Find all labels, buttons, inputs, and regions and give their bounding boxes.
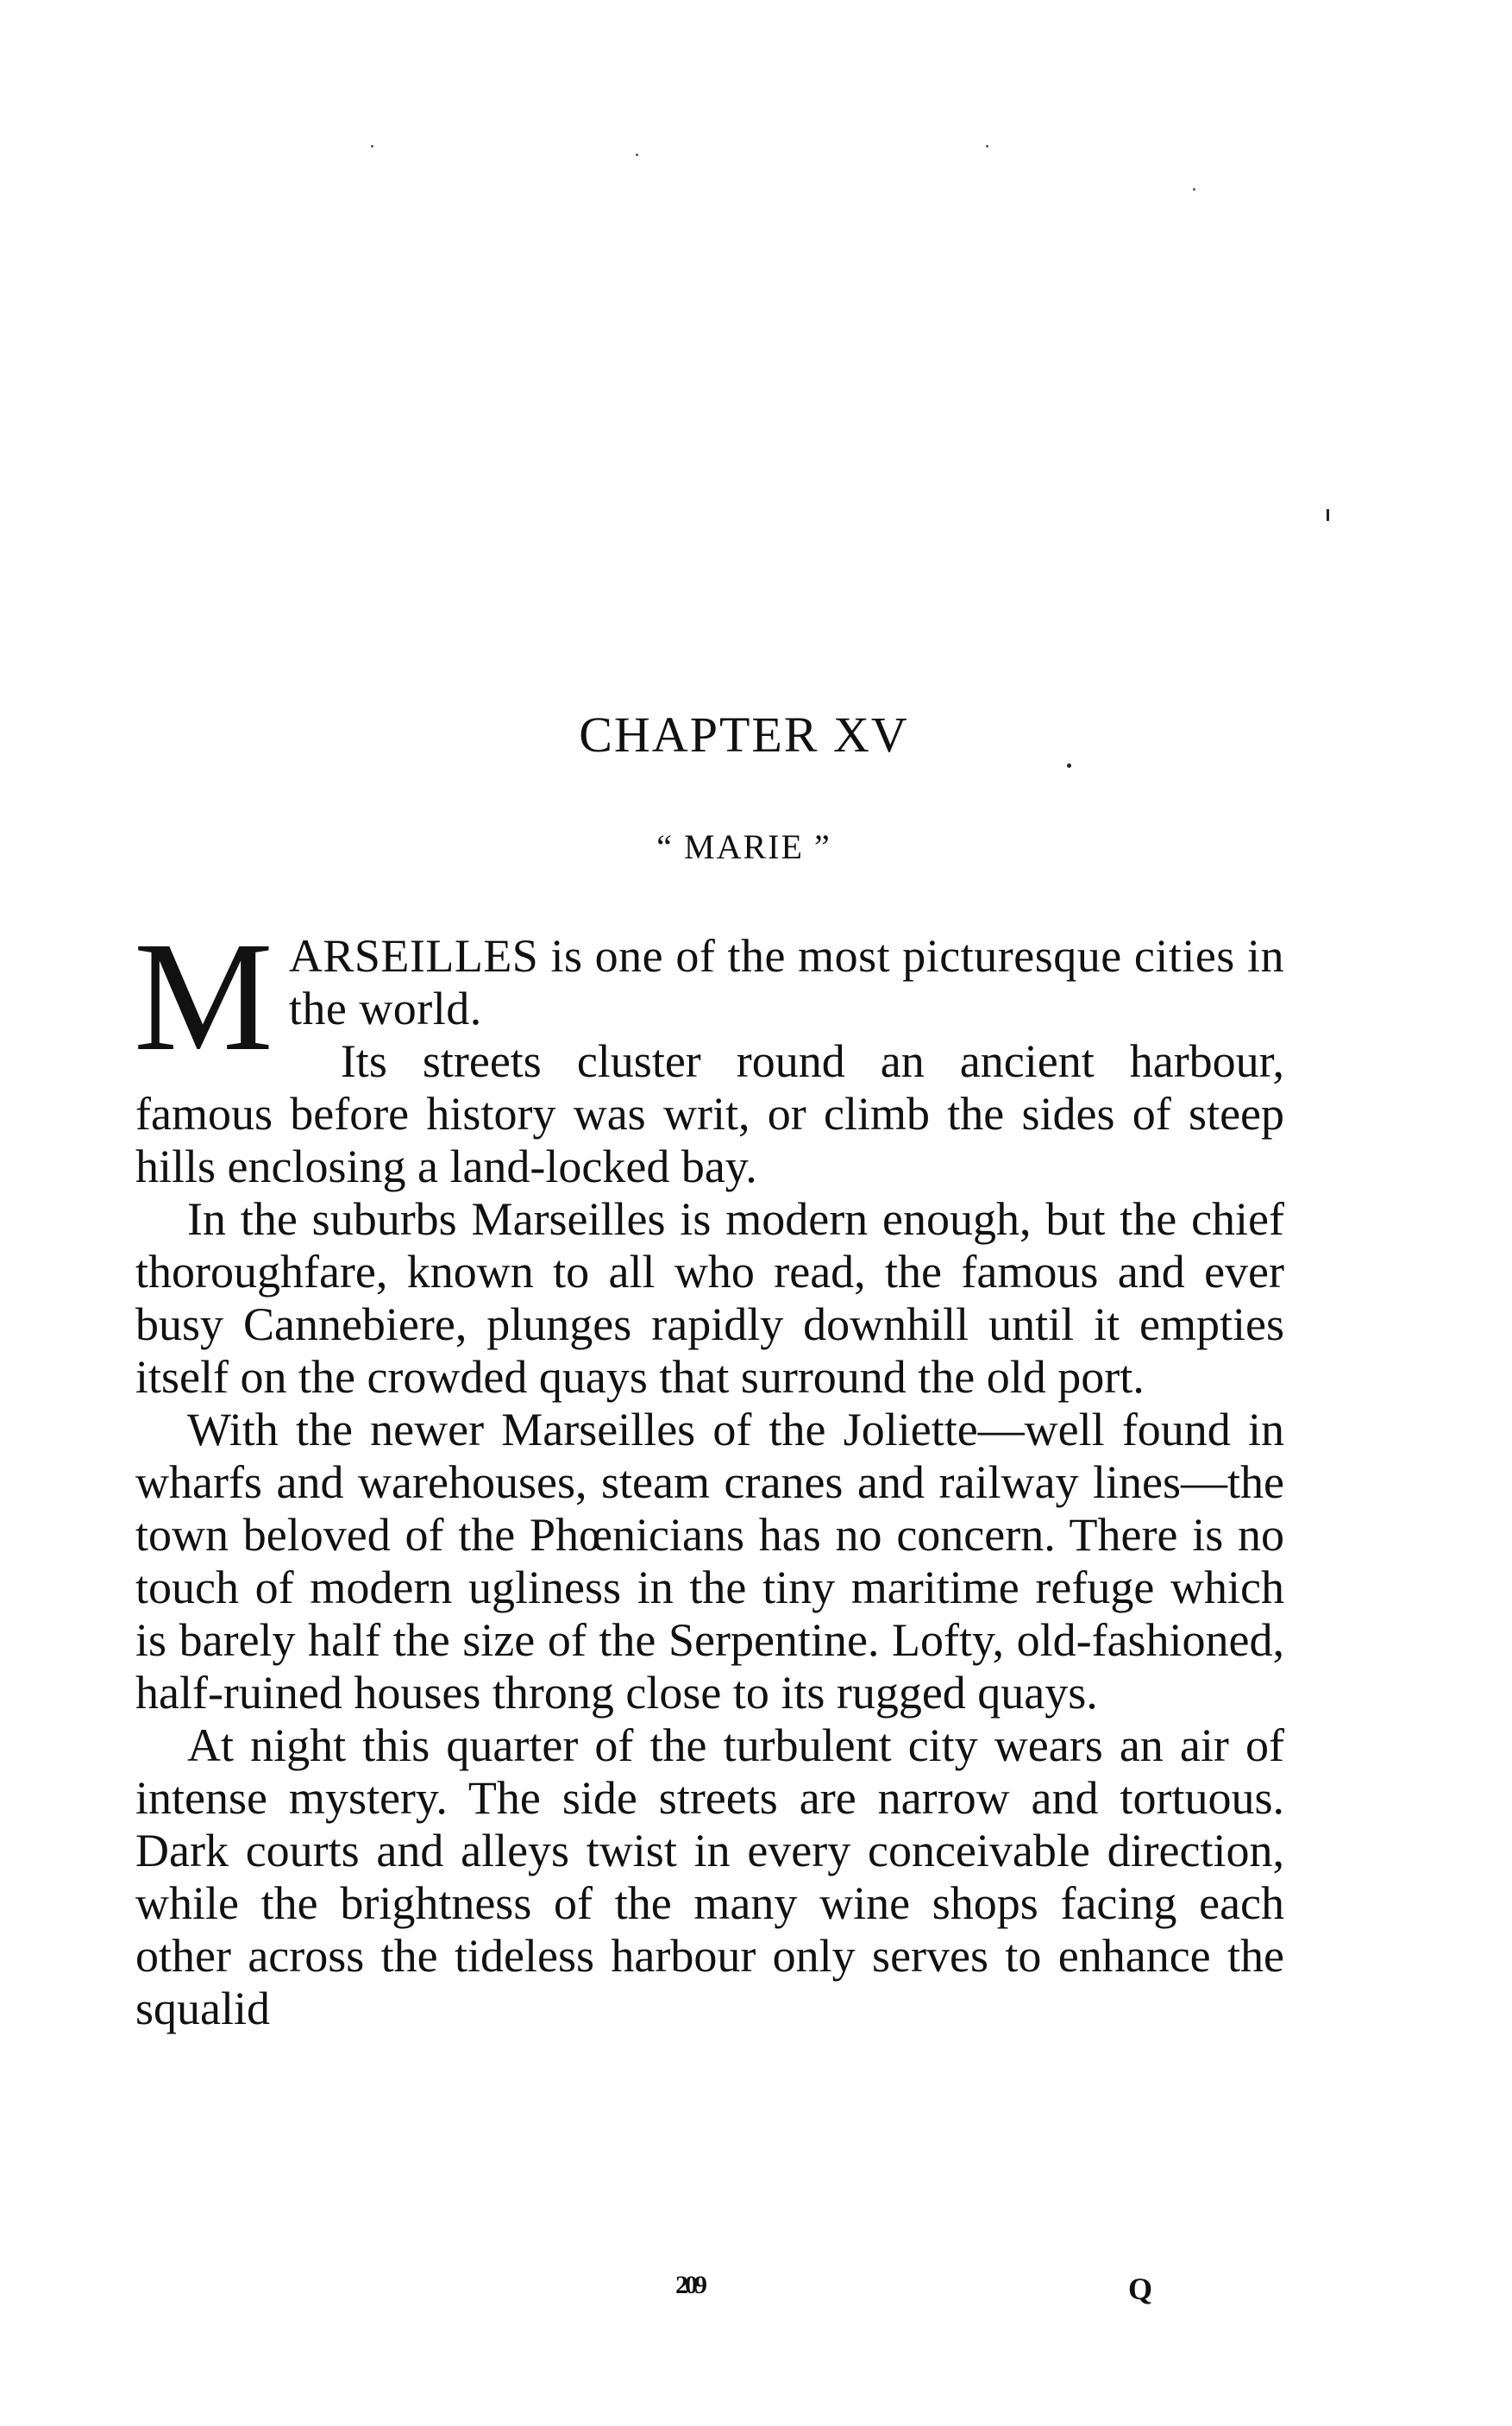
paper-speck <box>1327 509 1329 521</box>
opening-paragraph <box>134 910 1284 1084</box>
paper-speck <box>1193 188 1195 191</box>
drop-cap: M <box>134 910 273 1084</box>
page-number: 209 <box>675 2271 704 2299</box>
chapter-subtitle: “ MARIE ” <box>656 827 831 866</box>
paper-speck <box>986 145 988 148</box>
paper-speck <box>371 145 373 148</box>
paragraph: Its streets cluster round an ancient harbour, famous before history was writ, or climb the sides of steep hills enclosing a land-locked bay. <box>135 1035 1284 1192</box>
paper-speck <box>1067 764 1071 768</box>
paragraph: With the newer Marseilles of the Joliette—well found in wharfs and warehouses, steam cranes and railway lines—the town beloved of the Phœnicians has no concern. There is no touch of modern ugliness in the tiny maritime refuge which is barely half the size of the Serpentine. Lofty, old-fashioned, half-ruined houses throng close to its rugged quays. <box>135 1404 1284 1719</box>
paragraph: In the suburbs Marseilles is modern enough, but the chief thoroughfare, known to all who read, the famous and ever busy Cannebiere, plunges rapidly downhill until it empties itself on the crowded quays that surround the old port. <box>135 1193 1284 1403</box>
paragraph: At night this quarter of the turbulent city wears an air of intense mystery. The side streets are narrow and tortuous. Dark courts and alleys twist in every conceivable direction, while the brightness of the many wine shops facing each other across the tideless harbour only serves to enhance the squalid <box>135 1719 1284 2034</box>
chapter-body <box>134 910 1284 2035</box>
signature-letter: Q <box>1128 2272 1153 2306</box>
opening-sentence: ARSEILLES is one of the most picturesque cities in the world. <box>288 930 1284 1034</box>
paper-speck <box>636 154 638 156</box>
chapter-heading: CHAPTER XV <box>579 707 909 763</box>
page-footer <box>0 2271 1512 2322</box>
